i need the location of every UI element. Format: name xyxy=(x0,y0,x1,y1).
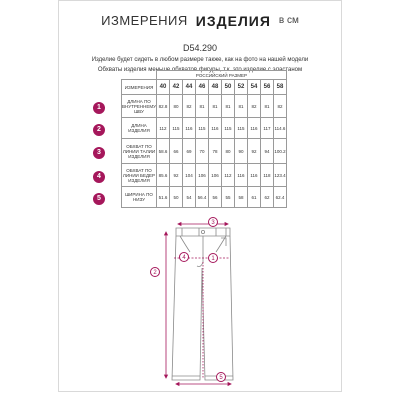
fly-outline xyxy=(197,236,203,267)
value-cell: 80 xyxy=(221,139,234,164)
value-cell: 116 xyxy=(234,164,247,187)
measurements-header: ИЗМЕРЕНИЯ xyxy=(122,80,157,95)
row-number-badge: 5 xyxy=(93,193,105,205)
row-label: ДЛИНА ИЗДЕЛИЯ xyxy=(122,118,157,139)
size-header-cell: 40 xyxy=(156,80,169,95)
value-cell: 116 xyxy=(247,164,260,187)
size-header-cell: 44 xyxy=(182,80,195,95)
value-cell: 106 xyxy=(195,164,208,187)
value-cell: 116 xyxy=(247,118,260,139)
value-cell: 90 xyxy=(234,139,247,164)
value-cell: 56.4 xyxy=(195,187,208,208)
value-cell: 82 xyxy=(273,95,286,118)
value-cell: 81 xyxy=(260,95,273,118)
diagram-marker xyxy=(217,373,226,382)
size-header-cell: 48 xyxy=(208,80,221,95)
row-number-badge: 4 xyxy=(93,171,105,183)
value-cell: 92 xyxy=(247,139,260,164)
row-label: ШИРИНА ПО НИЗУ xyxy=(122,187,157,208)
row-number-badge: 3 xyxy=(93,147,105,159)
value-cell: 66 xyxy=(169,139,182,164)
value-cell: 117 xyxy=(260,118,273,139)
value-cell: 81 xyxy=(195,95,208,118)
value-cell: 51.6 xyxy=(156,187,169,208)
header-title: ИЗМЕРЕНИЯ xyxy=(101,13,188,28)
row-label: ОБХВАТ ПО ЛИНИИ БЕДЕР ИЗДЕЛИЯ xyxy=(122,164,157,187)
value-cell: 54 xyxy=(182,187,195,208)
value-cell: 81 xyxy=(234,95,247,118)
diagram-marker-number: 1 xyxy=(211,256,215,263)
header-title-bold: ИЗДЕЛИЯ xyxy=(195,12,271,29)
value-cell: 92 xyxy=(169,164,182,187)
value-cell: 116 xyxy=(182,118,195,139)
value-cell: 50 xyxy=(169,187,182,208)
value-cell: 61 xyxy=(247,187,260,208)
size-header-cell: 52 xyxy=(234,80,247,95)
value-cell: 81 xyxy=(208,95,221,118)
value-cell: 82 xyxy=(247,95,260,118)
row-label: ОБХВАТ ПО ЛИНИИ ТАЛИИ ИЗДЕЛИЯ xyxy=(122,139,157,164)
header-unit: в см xyxy=(278,15,299,26)
size-header-cell: 50 xyxy=(221,80,234,95)
diagram-marker-number: 2 xyxy=(153,270,157,277)
row-label: ДЛИНА ПО ВНУТРЕННЕМУ ШВУ xyxy=(122,95,157,118)
value-cell: 112 xyxy=(221,164,234,187)
diagram-marker-number: 4 xyxy=(182,255,186,262)
value-cell: 55 xyxy=(221,187,234,208)
fit-note: Изделие будет сидеть в любом размере также, как на фото на нашей модели xyxy=(91,57,309,63)
row-number-badge: 1 xyxy=(93,102,105,114)
button-icon xyxy=(201,230,204,233)
value-cell: 80 xyxy=(169,95,182,118)
diagram-marker xyxy=(151,268,160,277)
value-cell: 56 xyxy=(208,187,221,208)
waistband-outline xyxy=(176,228,230,236)
value-cell: 62 xyxy=(260,187,273,208)
value-cell: 69 xyxy=(182,139,195,164)
diagram-marker-number: 3 xyxy=(211,220,215,227)
value-cell: 100.2 xyxy=(273,139,286,164)
size-header-cell: 42 xyxy=(169,80,182,95)
value-cell: 78 xyxy=(208,139,221,164)
value-cell: 85.6 xyxy=(156,164,169,187)
elastane-note: Обхваты изделия меньше обхватов фигуры, т.к. это изделие с эластаном xyxy=(97,67,303,73)
value-cell: 104 xyxy=(182,164,195,187)
value-cell: 82 xyxy=(182,95,195,118)
diagram-marker-number: 5 xyxy=(219,375,223,382)
value-cell: 118 xyxy=(260,164,273,187)
value-cell: 115 xyxy=(195,118,208,139)
value-cell: 58.6 xyxy=(156,139,169,164)
value-cell: 114.6 xyxy=(273,118,286,139)
value-cell: 81 xyxy=(221,95,234,118)
value-cell: 94 xyxy=(260,139,273,164)
value-cell: 115 xyxy=(169,118,182,139)
size-header-cell: 56 xyxy=(260,80,273,95)
diagram-marker xyxy=(209,254,218,263)
belt-loops xyxy=(182,228,226,236)
value-cell: 116 xyxy=(208,118,221,139)
diagram-marker xyxy=(180,253,189,262)
value-cell: 70 xyxy=(195,139,208,164)
diagram-marker xyxy=(209,218,218,227)
size-header-cell: 58 xyxy=(273,80,286,95)
value-cell: 115 xyxy=(234,118,247,139)
size-header-cell: 46 xyxy=(195,80,208,95)
size-header-cell: 54 xyxy=(247,80,260,95)
left-pocket-outline xyxy=(180,236,190,252)
value-cell: 62.4 xyxy=(273,187,286,208)
value-cell: 112 xyxy=(156,118,169,139)
value-cell: 82.8 xyxy=(156,95,169,118)
row-number-badge: 2 xyxy=(93,124,105,136)
size-group-header: РОССИЙСКИЙ РАЗМЕР xyxy=(156,71,286,80)
value-cell: 58 xyxy=(234,187,247,208)
value-cell: 123.4 xyxy=(273,164,286,187)
article-number: D54.290 xyxy=(182,43,218,53)
value-cell: 115 xyxy=(221,118,234,139)
value-cell: 106 xyxy=(208,164,221,187)
